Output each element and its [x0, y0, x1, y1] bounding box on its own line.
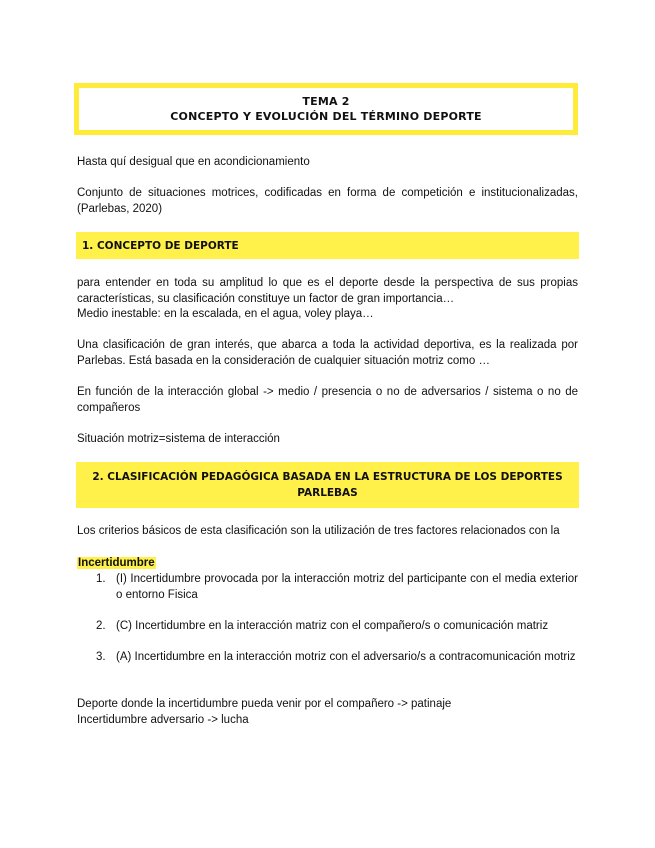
list-item — [96, 650, 578, 666]
section-1-paragraph-1-line-2: Medio inestable: en la escalada, en el agua, voley playa… — [77, 308, 374, 320]
section-2-heading-line-1: 2. CLASIFICACIÓN PEDAGÓGICA BASADA EN LA ESTRUCTURA DE LOS DEPORTES — [92, 471, 563, 483]
highlight-line — [77, 556, 578, 572]
list-text: (I) Incertidumbre provocada por la interacción motriz del participante con el media exterior o entorno Fisica — [116, 573, 578, 601]
section-1-heading: 1. CONCEPTO DE DEPORTE — [76, 232, 579, 259]
list-text: (A) Incertidumbre en la interacción motriz con el adversario/s a contracomunicación motriz — [116, 651, 576, 663]
list-item — [96, 572, 578, 603]
closing-paragraph — [77, 697, 578, 728]
list-number: 2. — [96, 620, 106, 632]
title-box — [74, 83, 578, 135]
closing-line-2: Incertidumbre adversario -> lucha — [77, 713, 249, 726]
incertidumbre-highlight: Incertidumbre — [78, 557, 155, 569]
list-number: 3. — [96, 651, 106, 663]
section-2-heading — [76, 462, 579, 508]
intro-paragraph-1: Hasta quí desigual que en acondicionamiento — [77, 156, 310, 168]
list-item — [96, 619, 578, 635]
section-2-paragraph-1: Los criterios básicos de esta clasificación son la utilización de tres factores relacionados con la — [77, 525, 560, 537]
closing-line-1: Deporte donde la incertidumbre pueda venir por el compañero -> patinaje — [77, 698, 452, 710]
title-line-2: CONCEPTO Y EVOLUCIÓN DEL TÉRMINO DEPORTE — [170, 110, 482, 123]
title-line-1: TEMA 2 — [302, 95, 350, 108]
list-text: (C) Incertidumbre en la interacción matriz con el compañero/s o comunicación matriz — [116, 620, 549, 632]
section-2-heading-line-2: PARLEBAS — [297, 487, 358, 499]
list-number: 1. — [96, 573, 106, 585]
section-1-paragraph-1-text: para entender en toda su amplitud lo que es el deporte desde la perspectiva de sus propias características, su clasificación constituye un factor de gran importancia… — [77, 277, 578, 305]
intro-paragraph-2: Conjunto de situaciones motrices, codificadas en forma de competición e institucionalizadas, (Parlebas, 2020) — [77, 187, 578, 215]
section-1-paragraph-3: En función de la interacción global -> medio / presencia o no de adversarios / sistema o no de compañeros — [77, 386, 578, 414]
section-1-paragraph-1 — [77, 276, 578, 323]
section-1-paragraph-4: Situación motriz=sistema de interacción — [77, 433, 280, 445]
section-1-paragraph-2: Una clasificación de gran interés, que abarca a toda la actividad deportiva, es la realizada por Parlebas. Está basada en la consideración de cualquier situación motriz como … — [77, 339, 578, 367]
